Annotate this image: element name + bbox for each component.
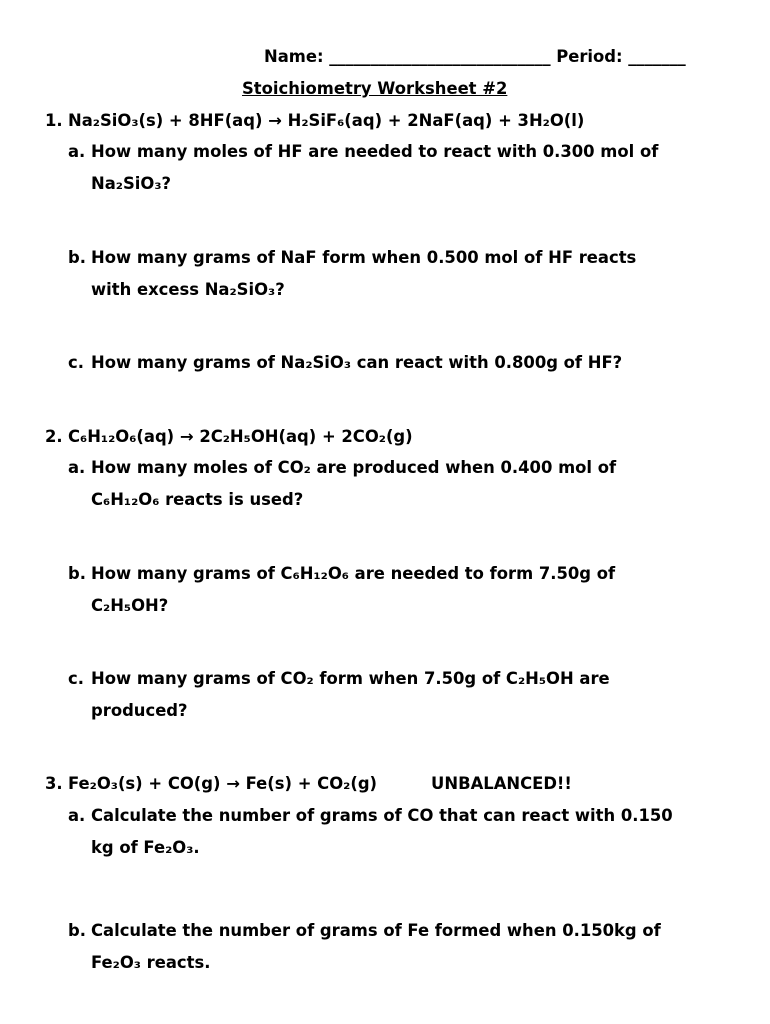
part-text: Calculate the number of grams of CO that can react with 0.150 bbox=[91, 806, 673, 825]
question-equation: Fe₂O₃(s) + CO(g) → Fe(s) + CO₂(g) bbox=[68, 774, 378, 793]
question-number: 2. bbox=[45, 427, 63, 446]
question-1b-line-1 bbox=[68, 248, 636, 268]
question-number: 1. bbox=[45, 111, 63, 130]
part-text: How many grams of NaF form when 0.500 mol of HF reacts bbox=[91, 248, 637, 267]
part-text: How many moles of HF are needed to react with 0.300 mol of bbox=[91, 142, 659, 161]
question-2b-line-2: C₂H₅OH? bbox=[91, 596, 169, 615]
question-2a-line-2: C₆H₁₂O₆ reacts is used? bbox=[91, 490, 304, 509]
question-3-equation-row bbox=[45, 774, 572, 794]
question-equation: Na₂SiO₃(s) + 8HF(aq) → H₂SiF₆(aq) + 2NaF(aq) + 3H₂O(l) bbox=[68, 111, 585, 130]
question-3b-line-2: Fe₂O₃ reacts. bbox=[91, 953, 211, 972]
part-letter: c. bbox=[68, 669, 84, 688]
part-letter: a. bbox=[68, 142, 86, 161]
question-2c-line-1 bbox=[68, 669, 610, 689]
part-letter: a. bbox=[68, 806, 86, 825]
question-1a-line-1 bbox=[68, 142, 658, 162]
part-text: How many grams of Na₂SiO₃ can react with 0.800g of HF? bbox=[91, 353, 623, 372]
part-letter: b. bbox=[68, 564, 86, 583]
part-letter: b. bbox=[68, 248, 86, 267]
question-2c-line-2: produced? bbox=[91, 701, 188, 720]
name-period-line: Name: ___________________________ Period: _______ bbox=[264, 47, 686, 66]
question-equation: C₆H₁₂O₆(aq) → 2C₂H₅OH(aq) + 2CO₂(g) bbox=[68, 427, 413, 446]
question-2-equation-row bbox=[45, 427, 413, 447]
part-letter: b. bbox=[68, 921, 86, 940]
worksheet-title: Stoichiometry Worksheet #2 bbox=[242, 79, 508, 98]
question-3a-line-1 bbox=[68, 806, 673, 826]
question-3a-line-2: kg of Fe₂O₃. bbox=[91, 838, 200, 857]
part-letter: c. bbox=[68, 353, 84, 372]
question-1b-line-2: with excess Na₂SiO₃? bbox=[91, 280, 285, 299]
question-3b-line-1 bbox=[68, 921, 661, 941]
question-1-equation-row bbox=[45, 111, 584, 131]
part-text: How many grams of C₆H₁₂O₆ are needed to form 7.50g of bbox=[91, 564, 616, 583]
question-2b-line-1 bbox=[68, 564, 615, 584]
part-text: How many grams of CO₂ form when 7.50g of C₂H₅OH are bbox=[91, 669, 610, 688]
question-1c-line-1 bbox=[68, 353, 622, 373]
question-1a-line-2: Na₂SiO₃? bbox=[91, 174, 172, 193]
part-text: How many moles of CO₂ are produced when 0.400 mol of bbox=[91, 458, 617, 477]
question-2a-line-1 bbox=[68, 458, 616, 478]
unbalanced-note: UNBALANCED!! bbox=[431, 774, 572, 793]
question-number: 3. bbox=[45, 774, 63, 793]
part-text: Calculate the number of grams of Fe formed when 0.150kg of bbox=[91, 921, 661, 940]
part-letter: a. bbox=[68, 458, 86, 477]
